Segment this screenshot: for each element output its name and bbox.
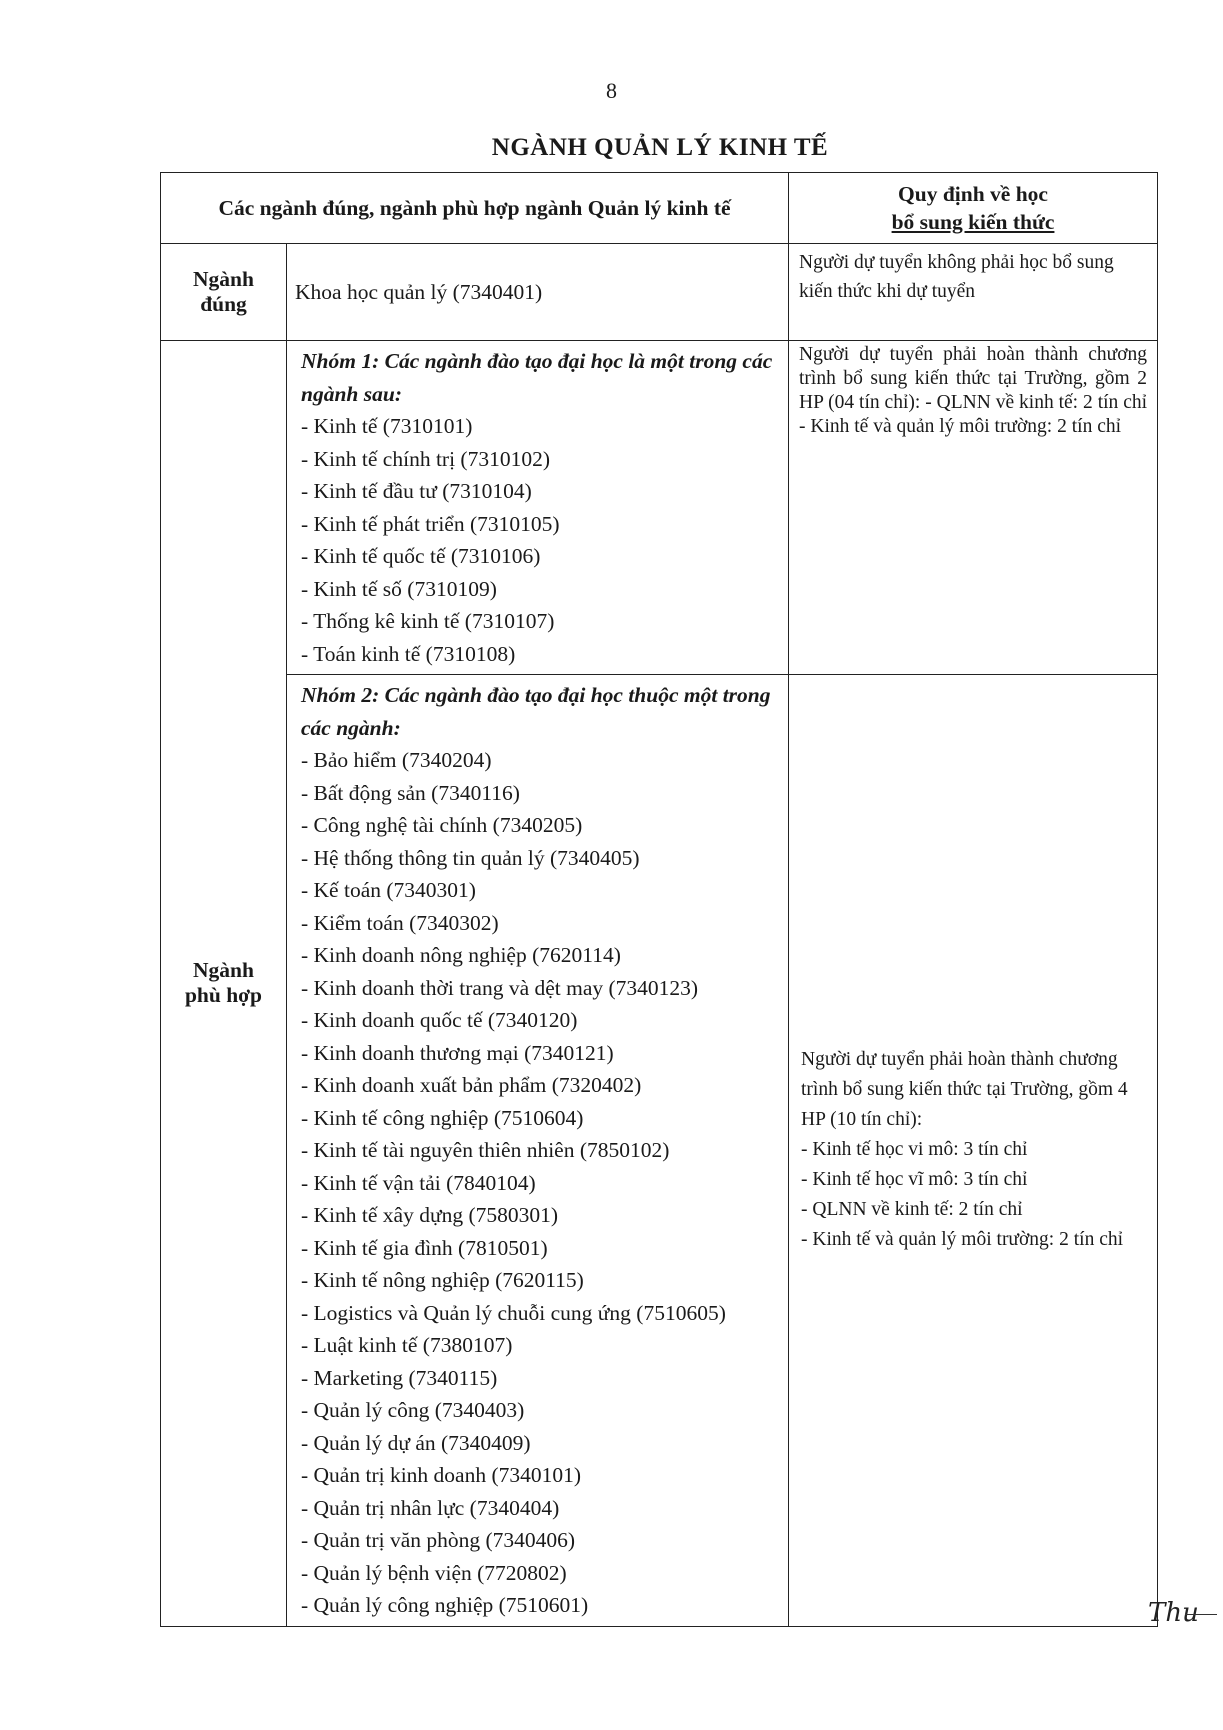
list-item: - Kinh doanh thương mại (7340121) — [301, 1040, 614, 1065]
label-nganh-phu-hop-line2: phù hợp — [184, 983, 263, 1008]
note-nganh-dung: Người dự tuyển không phải học bổ sung kiến thức khi dự tuyển — [789, 244, 1158, 341]
list-item: - Quản trị nhân lực (7340404) — [301, 1495, 560, 1520]
group2-cell — [287, 675, 789, 1627]
table-row-group1 — [161, 341, 1158, 675]
page-number: 8 — [606, 78, 617, 103]
list-item: - Kinh tế số (7310109) — [301, 576, 497, 601]
header-requirements — [789, 173, 1158, 244]
list-item: - Quản lý bệnh viện (7720802) — [301, 1560, 567, 1585]
list-item: - Hệ thống thông tin quản lý (7340405) — [301, 845, 640, 870]
requirements-table — [160, 172, 1158, 1627]
list-item: - Kinh tế xây dựng (7580301) — [301, 1203, 559, 1227]
note-group2-line: - Kinh tế và quản lý môi trường: 2 tín chỉ — [801, 1229, 1124, 1251]
label-nganh-phu-hop-line1: Ngành — [193, 958, 254, 983]
list-item: - Quản lý dự án (7340409) — [301, 1430, 531, 1455]
note-group1: Người dự tuyển phải hoàn thành chương trình bổ sung kiến thức tại Trường, gồm 2 HP (04 tín chỉ): - QLNN về kinh tế: 2 tín chỉ - Kinh tế và quản lý môi trường: 2 tín chỉ — [789, 341, 1158, 675]
note-group2-line: - Kinh tế học vĩ mô: 3 tín chỉ — [801, 1169, 1028, 1191]
list-item: - Kinh doanh quốc tế (7340120) — [301, 1008, 578, 1032]
list-item: - Bảo hiểm (7340204) — [301, 748, 492, 772]
list-item: - Kinh doanh nông nghiệp (7620114) — [301, 943, 621, 967]
list-item: - Kinh tế gia đình (7810501) — [301, 1235, 548, 1260]
list-item: - Toán kinh tế (7310108) — [301, 641, 516, 666]
signature-initials: Thu — [1148, 1598, 1199, 1628]
list-item: - Bất động sản (7340116) — [301, 780, 520, 805]
list-item: - Thống kê kinh tế (7310107) — [301, 609, 555, 633]
list-item: - Quản lý công nghiệp (7510601) — [301, 1593, 589, 1617]
list-item: - Quản lý công (7340403) — [301, 1398, 525, 1422]
list-item: - Quản trị văn phòng (7340406) — [301, 1528, 576, 1552]
list-item: - Kinh tế (7310101) — [301, 414, 473, 438]
group1-list — [301, 410, 774, 670]
note-group2-line: - Kinh tế học vi mô: 3 tín chỉ — [801, 1139, 1028, 1161]
list-item: - Marketing (7340115) — [301, 1365, 498, 1390]
list-item: - Logistics và Quản lý chuỗi cung ứng (7510605) — [301, 1300, 726, 1325]
list-item: - Kinh tế đầu tư (7310104) — [301, 479, 532, 503]
label-nganh-phu-hop — [161, 341, 287, 1627]
note-group2-line: - QLNN về kinh tế: 2 tín chỉ — [801, 1199, 1023, 1221]
header-requirements-line2: bổ sung kiến thức — [891, 210, 1055, 234]
list-item: - Kinh tế nông nghiệp (7620115) — [301, 1268, 584, 1292]
list-item: - Luật kinh tế (7380107) — [301, 1333, 513, 1357]
list-item: - Kinh tế công nghiệp (7510604) — [301, 1105, 584, 1130]
table-row-nganh-dung — [161, 244, 1158, 341]
table-header-row — [161, 173, 1158, 244]
list-item: - Kinh doanh thời trang và dệt may (7340123) — [301, 975, 699, 1000]
group2-title: Nhóm 2: Các ngành đào tạo đại học thuộc một trong các ngành: — [301, 683, 771, 740]
note-group2 — [789, 675, 1158, 1627]
list-item: - Kinh tế vận tải (7840104) — [301, 1170, 536, 1195]
list-item: - Kế toán (7340301) — [301, 878, 476, 902]
group2-list — [301, 744, 774, 1622]
list-item: - Kinh tế quốc tế (7310106) — [301, 544, 541, 568]
label-nganh-dung: Ngành đúng — [161, 244, 287, 341]
group1-title: Nhóm 1: Các ngành đào tạo đại học là một trong các ngành sau: — [301, 349, 773, 406]
list-item: - Công nghệ tài chính (7340205) — [301, 813, 583, 837]
list-item: - Kinh doanh xuất bản phẩm (7320402) — [301, 1073, 642, 1097]
list-item: - Kiểm toán (7340302) — [301, 910, 499, 935]
document-title: NGÀNH QUẢN LÝ KINH TẾ — [491, 134, 829, 161]
list-item: - Kinh tế tài nguyên thiên nhiên (7850102) — [301, 1138, 670, 1162]
table-row-group2 — [161, 675, 1158, 1627]
header-requirements-line1: Quy định về học — [898, 182, 1048, 206]
list-item: - Quản trị kinh doanh (7340101) — [301, 1463, 582, 1487]
list-item: - Kinh tế phát triển (7310105) — [301, 511, 560, 536]
group1-cell — [287, 341, 789, 675]
major-khoa-hoc-quan-ly: Khoa học quản lý (7340401) — [287, 244, 789, 341]
note-group2-line: Người dự tuyển phải hoàn thành chương trình bổ sung kiến thức tại Trường, gồm 4 HP (10 tín chỉ): — [801, 1049, 1128, 1131]
signature-stroke — [1185, 1614, 1217, 1615]
list-item: - Kinh tế chính trị (7310102) — [301, 446, 550, 471]
header-majors: Các ngành đúng, ngành phù hợp ngành Quản lý kinh tế — [161, 173, 789, 244]
